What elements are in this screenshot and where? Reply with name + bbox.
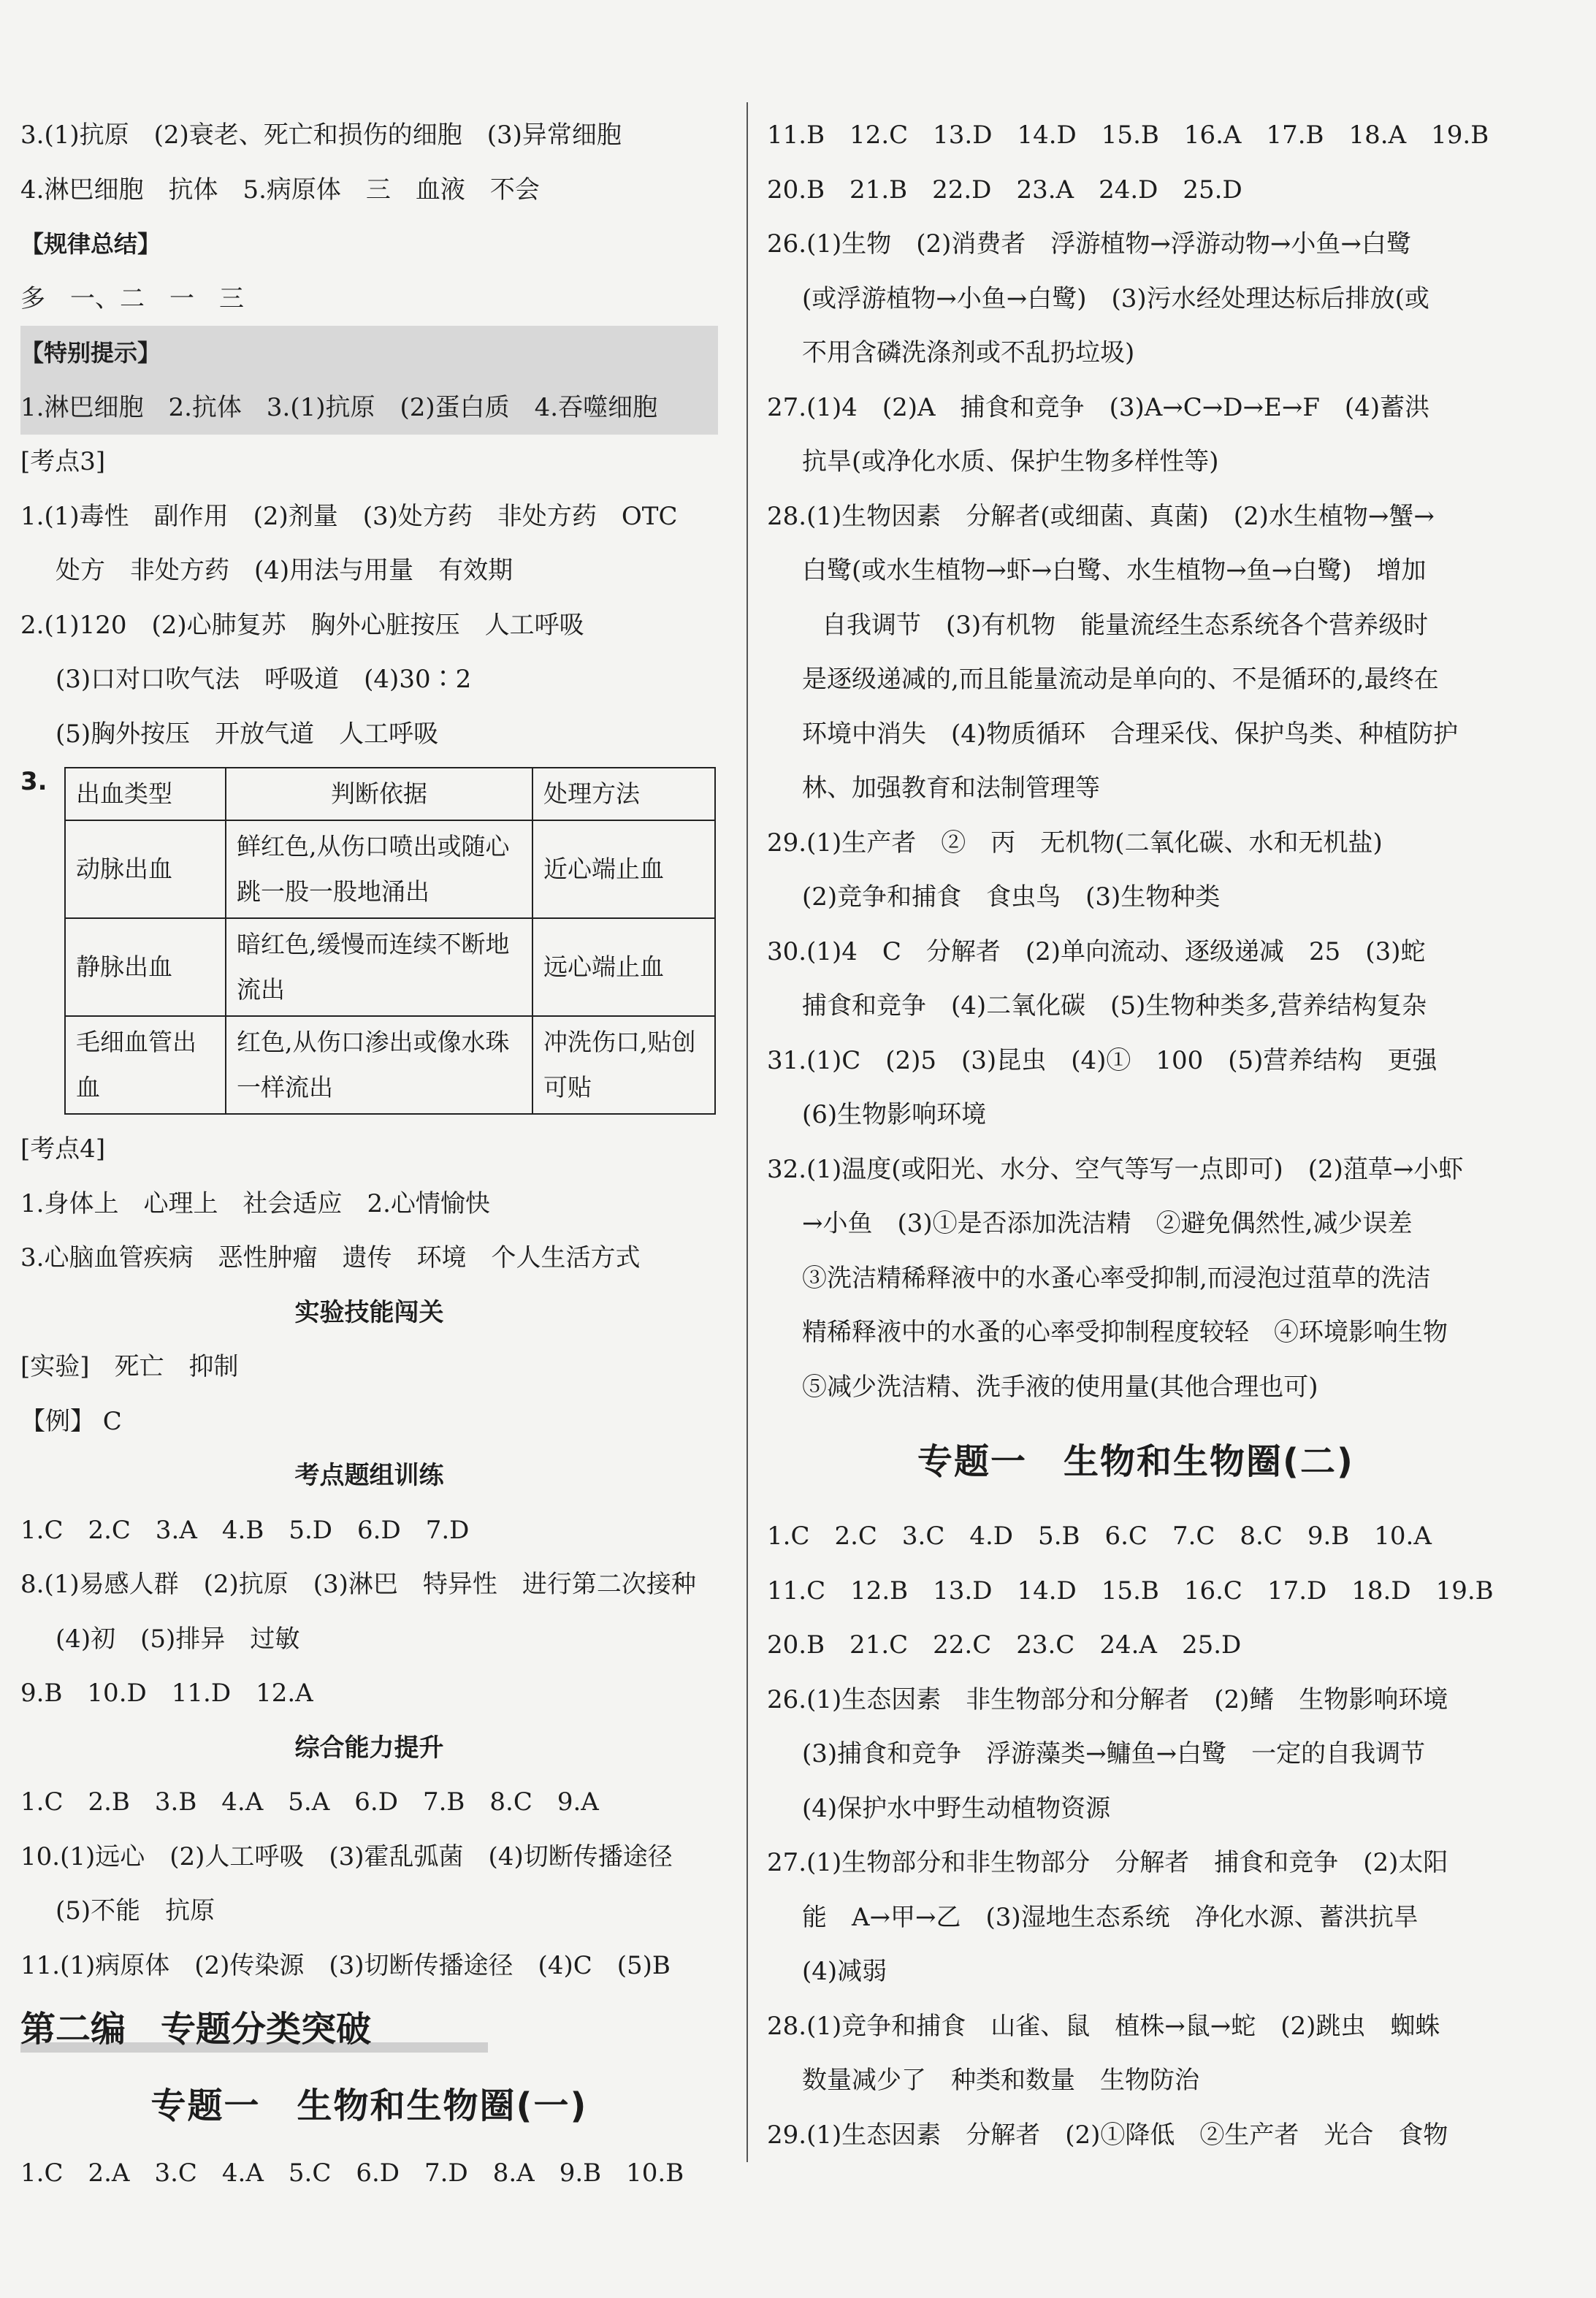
table-cell: 红色,从伤口渗出或像水珠一样流出 — [226, 1016, 532, 1114]
table-row — [65, 1016, 715, 1114]
right-answer-lines — [767, 108, 1505, 1414]
answer-line: 1.淋巴细胞 2.抗体 3.(1)抗原 (2)蛋白质 4.吞噬细胞 — [20, 381, 718, 435]
answer-line: 8.(1)易感人群 (2)抗原 (3)淋巴 特异性 进行第二次接种 — [20, 1570, 696, 1599]
answer-line: 30.(1)4 C 分解者 (2)单向流动、逐级递减 25 (3)蛇 — [767, 936, 1426, 966]
answer-line: 26.(1)生物 (2)消费者 浮游植物→浮游动物→小鱼→白鹭 — [767, 229, 1411, 259]
column-divider — [747, 102, 748, 2162]
answer-line: 数量减少了 种类和数量 生物防治 — [802, 2066, 1199, 2095]
answer-line: 3.心脑血管疾病 恶性肿瘤 遗传 环境 个人生活方式 — [20, 1243, 641, 1272]
table-cell: 毛细血管出血 — [65, 1016, 226, 1114]
answer-line: (5)不能 抗原 — [56, 1896, 215, 1925]
right-answer-lines-2 — [767, 1509, 1505, 2162]
answer-line: 11.(1)病原体 (2)传染源 (3)切断传播途径 (4)C (5)B — [20, 1950, 671, 1980]
left-answer-lines-2 — [20, 1122, 718, 1993]
part-title-text: 第二编 专题分类突破 — [20, 2009, 372, 2050]
answer-line: 抗旱(或净化水质、保护生物多样性等) — [802, 447, 1219, 476]
table-header: 处理方法 — [532, 768, 715, 820]
answer-line: 白鹭(或水生植物→虾→白鹭、水生植物→鱼→白鹭) 增加 — [802, 556, 1427, 585]
answer-line: 31.(1)C (2)5 (3)昆虫 (4)① 100 (5)营养结构 更强 — [767, 1045, 1437, 1075]
answer-line: (3)捕食和竞争 浮游藻类→鳙鱼→白鹭 一定的自我调节 — [802, 1739, 1426, 1768]
answer-line: (6)生物影响环境 — [802, 1100, 987, 1129]
answer-line: 综合能力提升 — [294, 1733, 444, 1763]
answer-line: 1.C 2.C 3.A 4.B 5.D 6.D 7.D — [20, 1515, 470, 1545]
answer-line: 实验技能闯关 — [294, 1297, 444, 1327]
answer-line: 4.淋巴细胞 抗体 5.病原体 三 血液 不会 — [20, 175, 540, 205]
topic-title: 专题一 生物和生物圈(二) — [917, 1441, 1354, 1482]
table-row — [65, 820, 715, 918]
answer-line: 1.C 2.A 3.C 4.A 5.C 6.D 7.D 8.A 9.B 10.B — [20, 2158, 684, 2188]
table-cell: 暗红色,缓慢而连续不断地流出 — [226, 918, 532, 1016]
answer-line: (4)减弱 — [802, 1957, 887, 1986]
answer-line: 自我调节 (3)有机物 能量流经生态系统各个营养级时 — [822, 610, 1429, 640]
answer-line: 1.身体上 心理上 社会适应 2.心情愉快 — [20, 1188, 490, 1218]
answer-line: (或浮游植物→小鱼→白鹭) (3)污水经处理达标后排放(或 — [802, 283, 1429, 313]
answer-line: 是逐级递减的,而且能量流动是单向的、不是循环的,最终在 — [802, 665, 1439, 694]
answer-line: 32.(1)温度(或阳光、水分、空气等写一点即可) (2)菹草→小虾 — [767, 1154, 1464, 1184]
answer-line: 9.B 10.D 11.D 12.A — [20, 1679, 313, 1708]
answer-line: 29.(1)生态因素 分解者 (2)①降低 ②生产者 光合 食物 — [767, 2120, 1448, 2150]
answer-line: 27.(1)生物部分和非生物部分 分解者 捕食和竞争 (2)太阳 — [767, 1848, 1448, 1877]
bleeding-table — [64, 767, 716, 1115]
left-answer-lines — [20, 108, 718, 761]
answer-line: 3.(1)抗原 (2)衰老、死亡和损伤的细胞 (3)异常细胞 — [20, 121, 622, 150]
table-cell: 鲜红色,从伤口喷出或随心跳一股一股地涌出 — [226, 820, 532, 918]
answer-line: 28.(1)竞争和捕食 山雀、鼠 植株→鼠→蛇 (2)跳虫 蜘蛛 — [767, 2011, 1440, 2041]
answer-line: [考点3] — [20, 447, 106, 476]
answer-line: 环境中消失 (4)物质循环 合理采伐、保护鸟类、种植防护 — [802, 719, 1459, 749]
table-cell: 近心端止血 — [532, 820, 715, 918]
answer-line: 1.C 2.C 3.C 4.D 5.B 6.C 7.C 8.C 9.B 10.A — [767, 1522, 1432, 1551]
answer-line: 多 一、二 一 三 — [20, 283, 244, 313]
answer-line: →小鱼 (3)①是否添加洗洁精 ②避免偶然性,减少误差 — [802, 1209, 1413, 1238]
answer-line: 捕食和竞争 (4)二氧化碳 (5)生物种类多,营养结构复杂 — [802, 991, 1427, 1020]
table-row — [65, 918, 715, 1016]
answer-line: (2)竞争和捕食 食虫鸟 (3)生物种类 — [802, 882, 1221, 912]
part-title — [20, 1993, 718, 2066]
table-cell: 静脉出血 — [65, 918, 226, 1016]
table-cell: 远心端止血 — [532, 918, 715, 1016]
answer-line: [实验] 死亡 抑制 — [20, 1352, 239, 1381]
answer-line: 【例】 C — [20, 1406, 122, 1436]
answer-line: 处方 非处方药 (4)用法与用量 有效期 — [56, 556, 513, 585]
table-header: 判断依据 — [226, 768, 532, 820]
answer-line: 精稀释液中的水蚤的心率受抑制程度较轻 ④环境影响生物 — [802, 1318, 1448, 1347]
answer-line: 【特别提示】 — [20, 326, 718, 381]
answer-line: 不用含磷洗涤剂或不乱扔垃圾) — [802, 338, 1135, 367]
answer-line: ③洗洁精稀释液中的水蚤心率受抑制,而浸泡过菹草的洗洁 — [802, 1263, 1431, 1293]
answer-line: 26.(1)生态因素 非生物部分和分解者 (2)鳍 生物影响环境 — [767, 1684, 1448, 1714]
answer-line: 考点题组训练 — [294, 1461, 444, 1490]
table-cell: 动脉出血 — [65, 820, 226, 918]
answer-line: (4)保护水中野生动植物资源 — [802, 1793, 1111, 1823]
left-column — [20, 108, 718, 2201]
answer-line: 林、加强教育和法制管理等 — [802, 774, 1100, 803]
answer-line: 【规律总结】 — [20, 230, 161, 258]
answer-line: 11.B 12.C 13.D 14.D 15.B 16.A 17.B 18.A 19.B — [767, 121, 1489, 150]
answer-line: 能 A→甲→乙 (3)湿地生态系统 净化水源、蓄洪抗旱 — [802, 1902, 1419, 1932]
right-column — [767, 108, 1505, 2162]
answer-line: [考点4] — [20, 1134, 106, 1164]
answer-line: 20.B 21.C 22.C 23.C 24.A 25.D — [767, 1630, 1242, 1660]
table-header: 出血类型 — [65, 768, 226, 820]
answer-line: 27.(1)4 (2)A 捕食和竞争 (3)A→C→D→E→F (4)蓄洪 — [767, 392, 1430, 422]
bleeding-table-block — [20, 767, 718, 1115]
answer-line: 1.C 2.B 3.B 4.A 5.A 6.D 7.B 8.C 9.A — [20, 1787, 599, 1817]
answer-line: 20.B 21.B 22.D 23.A 24.D 25.D — [767, 175, 1242, 205]
answer-line: 11.C 12.B 13.D 14.D 15.B 16.C 17.D 18.D 19.B — [767, 1576, 1494, 1606]
answer-line: (4)初 (5)排异 过敏 — [56, 1624, 300, 1654]
table-cell: 冲洗伤口,贴创可贴 — [532, 1016, 715, 1114]
answer-line: 10.(1)远心 (2)人工呼吸 (3)霍乱弧菌 (4)切断传播途径 — [20, 1841, 673, 1871]
answer-line: ⑤减少洗洁精、洗手液的使用量(其他合理也可) — [802, 1372, 1318, 1402]
answer-line: 29.(1)生产者 ② 丙 无机物(二氧化碳、水和无机盐) — [767, 828, 1383, 858]
answer-line: 28.(1)生物因素 分解者(或细菌、真菌) (2)水生植物→蟹→ — [767, 501, 1435, 531]
answer-line: 2.(1)120 (2)心肺复苏 胸外心脏按压 人工呼吸 — [20, 610, 584, 640]
answer-line: (3)口对口吹气法 呼吸道 (4)30∶2 — [56, 665, 472, 694]
answer-line: 1.(1)毒性 副作用 (2)剂量 (3)处方药 非处方药 OTC — [20, 501, 678, 531]
topic-title: 专题一 生物和生物圈(一) — [150, 2085, 588, 2126]
answer-line: (5)胸外按压 开放气道 人工呼吸 — [56, 719, 439, 749]
table-header-row — [65, 768, 715, 820]
table-number: 3. — [20, 767, 47, 796]
